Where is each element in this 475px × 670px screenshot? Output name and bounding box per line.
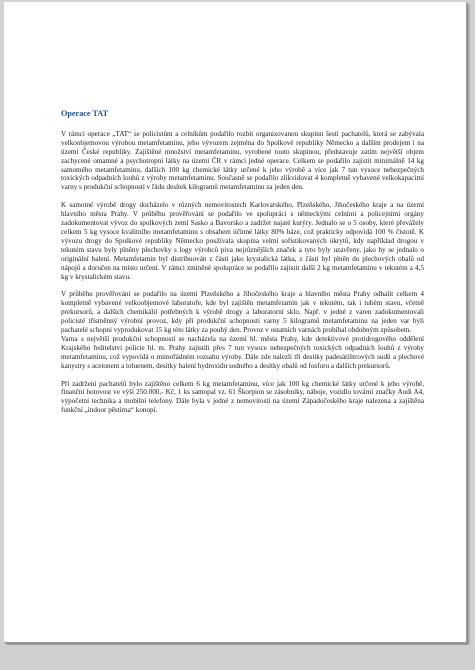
document-page	[4, 2, 467, 643]
document-heading: Operace TAT	[61, 109, 109, 118]
document-body	[61, 110, 424, 424]
paragraph-production-export: K samotné výrobě drogy docházelo v různých nemovitostech Karlovarského, Plzeňského, Jihočeského kraje a na území hlavního města Prahy. V průběhu prověřování se podařilo ve spolupráci s německými celními a policejními orgány zadokumentovat vývoz do spolkových zemí Sasko a Bavorsko a zadržet najaté kurýry. Jednalo se o 5 osoby, které převážely celkem 5 kg vysoce kvalitního metamfetaminu s obsahem účinné látky 80% báze, což prakticky odpovídá 100 % čistotě. K vývozu drogy do Spolkové republiky Německo používala skupina velmi sofistikovaných úkrytů, kdy například drogou v tekutém stavu byly plněny plechovky s logy výrobců piva nejrůznějších značek a tyto byly uzavřeny, jako by se jednalo o originální balení. Metamfetamin byl distribuován z části jako krystalická látka, z části byl plněn do plechových obalů od nápojů a doručen na místo určení. V rámci zmíněné spolupráce se podařilo zajistit další 2 kg metamfetaminu v tekutém a 4,5 kg v krystalickém stavu.	[61, 201, 424, 281]
viewer-bottom-strip	[0, 645, 475, 670]
paragraph-prague-lab: Varna s největší produkční schopností se nacházela na území hl. města Prahy, kde detektivové protidrogového oddělení Krajského ředitelství policie hl. m. Prahy zajistili přes 7 tun vysoce nebezpečných toxických odpadních louhů z výroby metamfetaminu, což vypovídá o mimořádném rozsahu výroby. Dále zde nalezli tři desítky padesátilitrových sudů a plechové kanystry s acetonem a toluenem, desítky balení hydroxidu sodného a desítky obalů od fosforu a dalších prekursorů.	[61, 334, 424, 370]
paragraph-seizures: Při zadržení pachatelů bylo zajištěno celkem 6 kg metamfetaminu, více jak 100 kg chemické látky určené k jeho výrobě, finanční hotovost ve výši 250.000,- Kč, 1 ks samopal vz. 61 Škorpion se zásobníky, náboje, vozidlo tovární značky Audi A4, výpočetní technika a mobilní telefony. Dále byla v jedné z nemovitostí na území Západočeského kraje nalezena a zajištěna funkční „indoor pěstírna“ konopí.	[61, 379, 424, 415]
paragraph-laboratories: V průběhu prověřování se podařilo na území Plzeňského a Jihočeského kraje a hlavního města Prahy odhalit celkem 4 kompletně vybavené velkoobjemové laboratoře, kde byl zajištěn metamfetamin jak v tekutém, tak i tuhém stavu, včetně prekursorů, a dalších chemikálií potřebných k výrobě drogy a laboratorní sklo. Např. v jedné z varen zadokumentovali policisté třísměnný výrobní provoz, kdy při produkční schopnosti varny 5 kilogramů metamfetaminu na jeden var byli pachatelé schopni vyprodukovat 15 kg této látky za pouhý den. Provoz v ostatních varnách probíhal obdobným způsobem.	[61, 290, 424, 335]
paragraph-operation-summary: V rámci operace „TAT“ se policistům a celníkům podařilo rozbít organizovanou skupinu šesti pachatelů, která se zabývala velkoobjemovou výrobou metamfetaminu, jeho vývozem zejména do Spolkové republiky Německo a dalším prodejem i na území České republiky. Zajištěné množství metamfetaminu, vyrobené touto skupinou, představuje zatím největší objem zachycené omamné a psychotropní látky na území ČR v rámci jedné operace. Celkem se podařilo zajistit minimálně 14 kg samotného metamfetaminu, dalších 100 kg chemické látky určené k jeho výrobě a více jak 7 tun vysoce nebezpečných toxických odpadních louhů z výroby metamfetaminu. Současně se podařilo zlikvidovat 4 kompletně vybavené velkokapacitní varny s produkční schopností v řádu desítek kilogramů metamfetaminu za jeden den.	[61, 129, 424, 192]
